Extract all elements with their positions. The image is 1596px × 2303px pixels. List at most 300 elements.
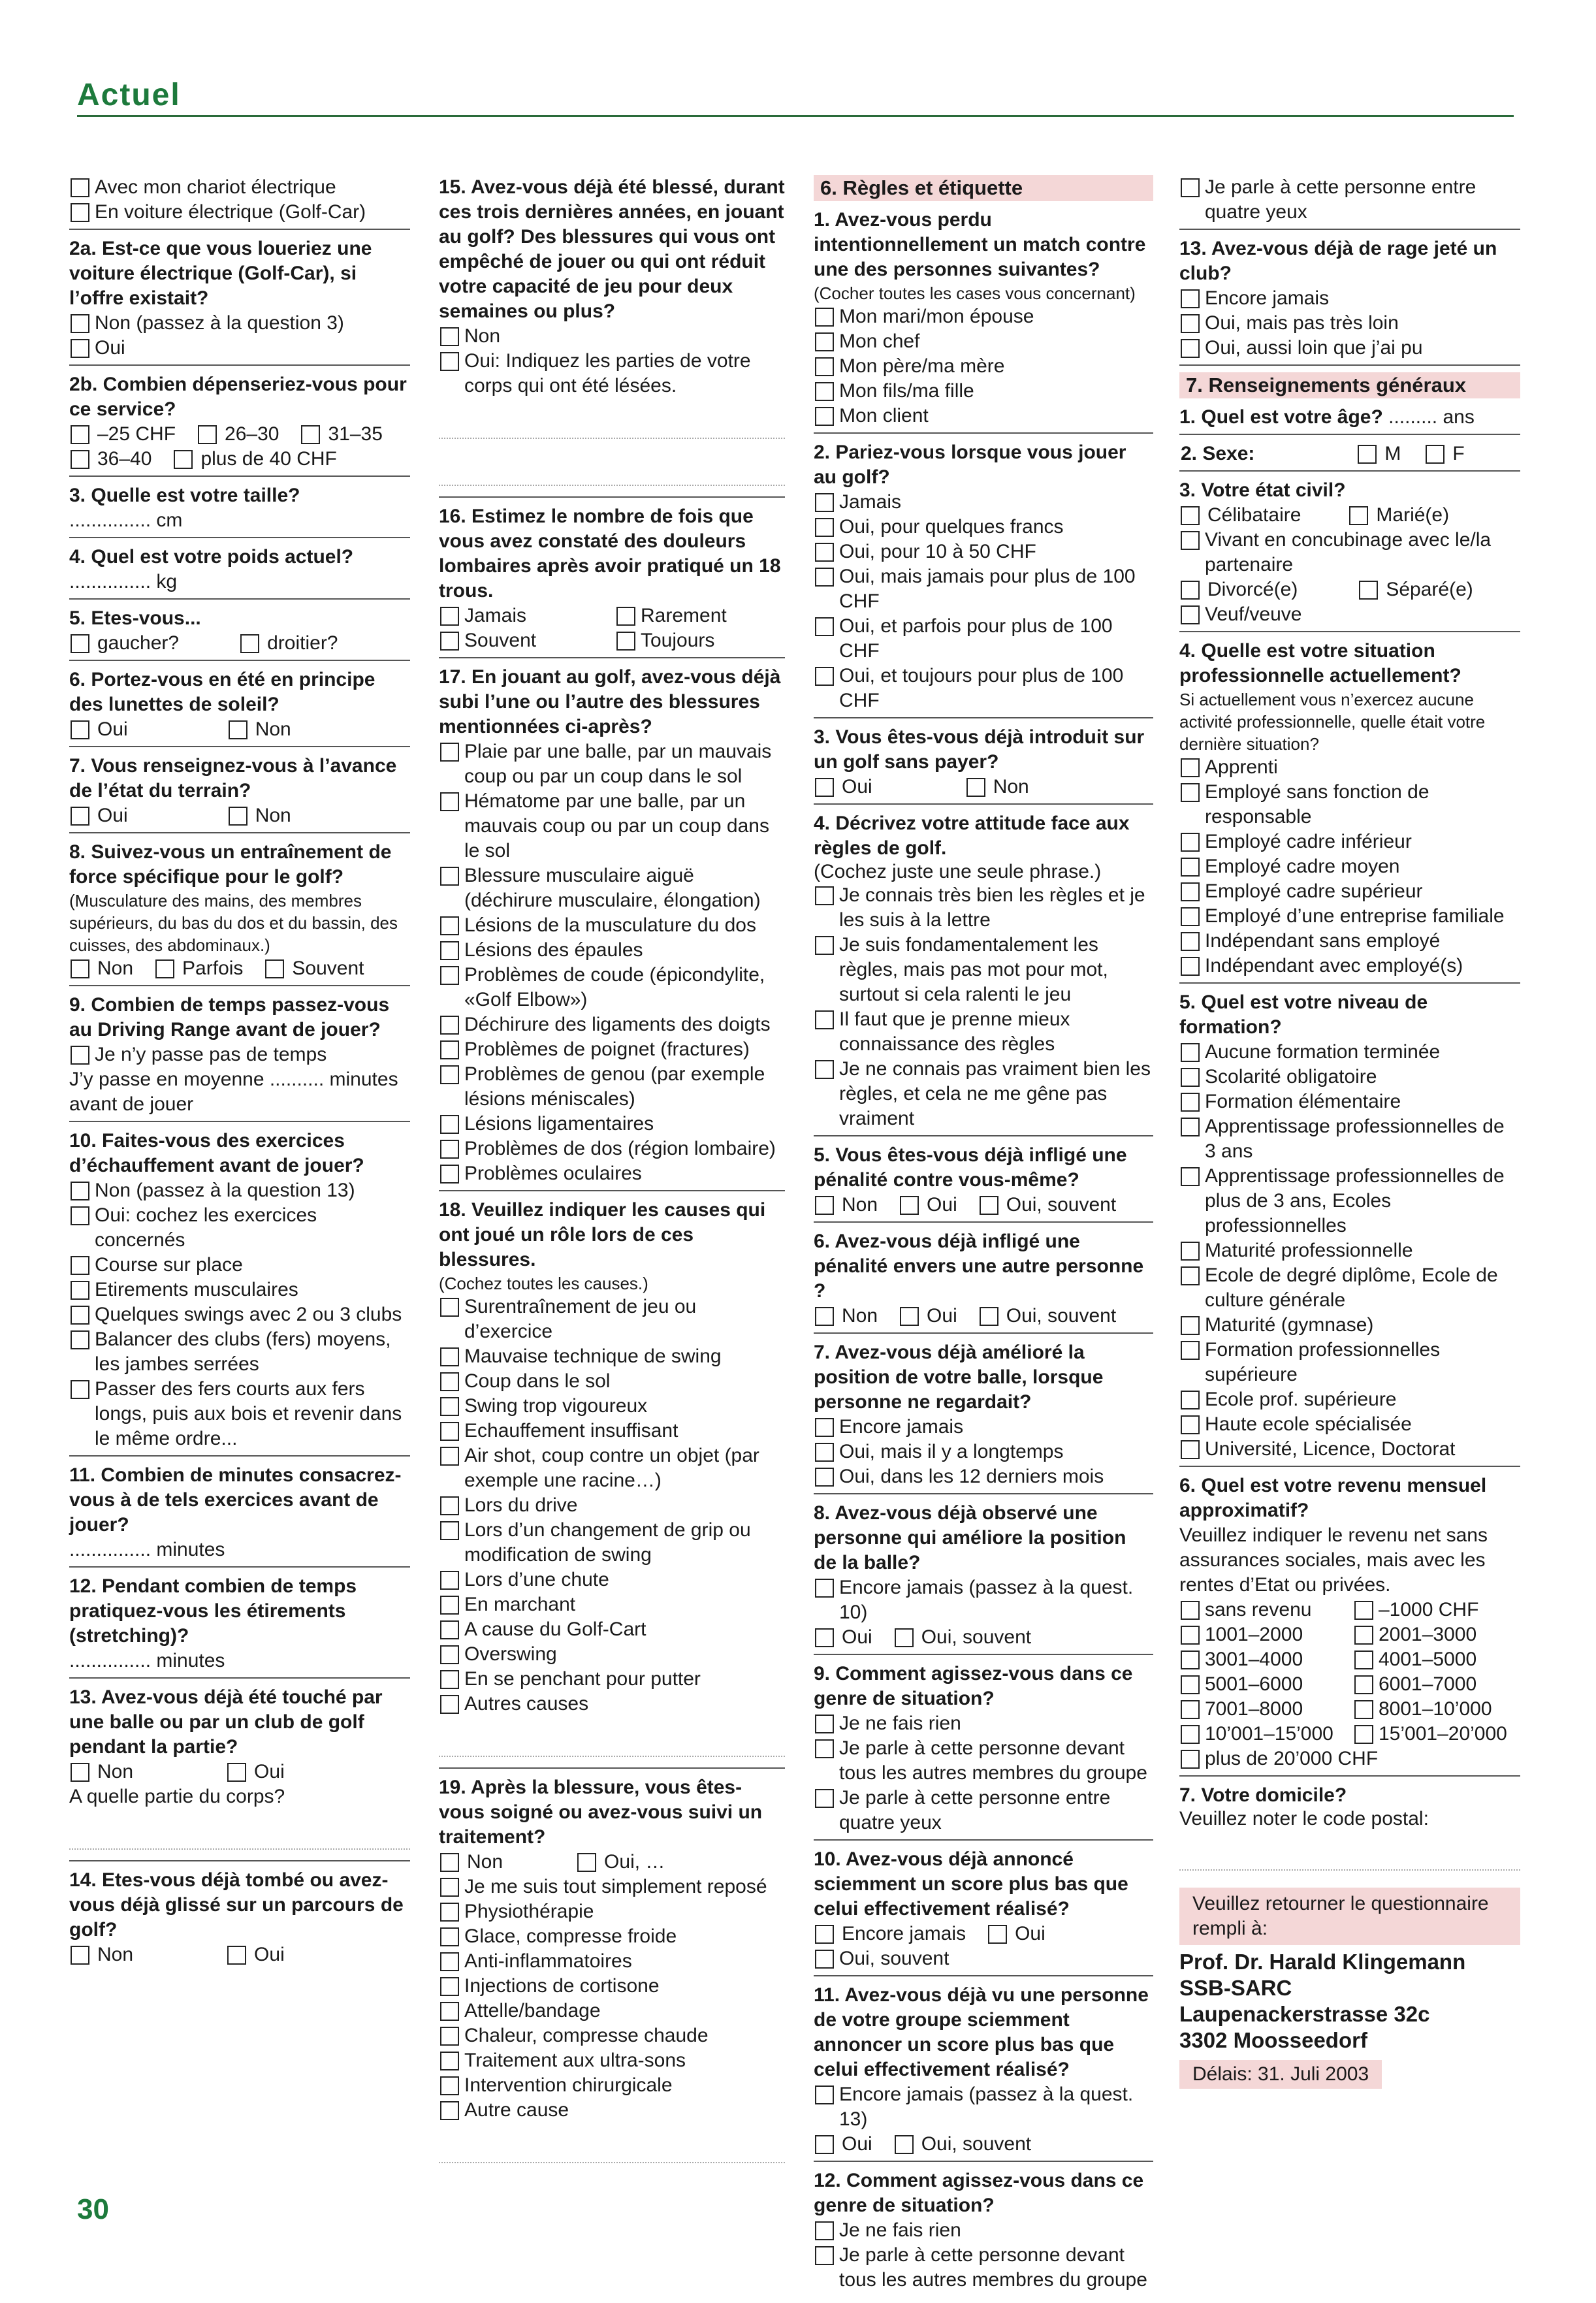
checkbox[interactable] — [1181, 1651, 1200, 1669]
option[interactable]: droitier? — [240, 631, 338, 656]
option[interactable]: Lésions ligamentaires — [440, 1112, 785, 1136]
checkbox[interactable] — [815, 936, 834, 955]
option[interactable]: Employé cadre inférieur — [1181, 829, 1520, 854]
checkbox[interactable] — [440, 1521, 459, 1540]
checkbox[interactable] — [440, 1372, 459, 1391]
checkbox[interactable] — [1181, 1415, 1200, 1434]
checkbox[interactable] — [900, 1307, 919, 1326]
option[interactable]: 15’001–20’000 — [1354, 1722, 1520, 1747]
option[interactable]: Traitement aux ultra-sons — [440, 2048, 785, 2073]
checkbox[interactable] — [1181, 531, 1200, 550]
option[interactable]: Oui — [227, 1760, 285, 1784]
checkbox[interactable] — [1181, 1725, 1200, 1744]
checkbox[interactable] — [440, 1496, 459, 1515]
option[interactable]: En se penchant pour putter — [440, 1667, 785, 1692]
checkbox[interactable] — [71, 1330, 89, 1349]
option[interactable]: Non — [440, 1850, 503, 1875]
checkbox[interactable] — [895, 1628, 914, 1647]
option[interactable]: Oui — [815, 2132, 872, 2157]
option[interactable]: Autre cause — [440, 2098, 785, 2123]
checkbox[interactable] — [440, 1397, 459, 1416]
option[interactable]: Non — [71, 1760, 133, 1784]
checkbox[interactable] — [1181, 1700, 1200, 1719]
option[interactable]: Vivant en concubinage avec le/la partenaire — [1181, 528, 1520, 577]
checkbox[interactable] — [1181, 1675, 1200, 1694]
checkbox[interactable] — [198, 425, 217, 444]
checkbox[interactable] — [440, 632, 459, 651]
option[interactable]: Non — [229, 717, 291, 742]
option[interactable]: Souvent — [265, 956, 364, 981]
option[interactable]: Mon fils/ma fille — [815, 379, 1153, 404]
option[interactable]: Non — [966, 775, 1029, 799]
checkbox[interactable] — [815, 1715, 834, 1733]
option[interactable]: Problèmes de genou (par exemple lésions méniscales) — [440, 1062, 785, 1112]
checkbox[interactable] — [1181, 605, 1200, 624]
option[interactable]: 6001–7000 — [1354, 1672, 1520, 1697]
option[interactable]: Apprenti — [1181, 755, 1520, 780]
option[interactable]: Marié(e) — [1349, 503, 1449, 528]
option[interactable]: En marchant — [440, 1592, 785, 1617]
option[interactable]: Jamais — [440, 604, 609, 628]
checkbox[interactable] — [71, 1281, 89, 1300]
checkbox[interactable] — [815, 1010, 834, 1029]
checkbox[interactable] — [71, 959, 89, 978]
checkbox[interactable] — [440, 1620, 459, 1639]
option[interactable]: Lésions des épaules — [440, 938, 785, 963]
checkbox[interactable] — [71, 1306, 89, 1325]
option[interactable]: Séparé(e) — [1359, 577, 1473, 602]
option[interactable]: Employé cadre moyen — [1181, 854, 1520, 879]
checkbox[interactable] — [815, 357, 834, 376]
option[interactable]: Oui, … — [577, 1850, 665, 1875]
checkbox[interactable] — [815, 2086, 834, 2104]
option[interactable]: Encore jamais — [815, 1922, 966, 1946]
checkbox[interactable] — [301, 425, 320, 444]
checkbox[interactable] — [1354, 1601, 1373, 1620]
checkbox[interactable] — [815, 1950, 834, 1969]
option[interactable]: Anti-inflammatoires — [440, 1949, 785, 1974]
option[interactable]: Je n’y passe pas de temps — [71, 1042, 410, 1067]
option[interactable]: Non — [71, 1942, 133, 1967]
option[interactable]: Problèmes de coude (épicondylite, «Golf Elbow») — [440, 963, 785, 1012]
option[interactable]: Course sur place — [71, 1253, 410, 1278]
option[interactable]: Divorcé(e) — [1181, 577, 1298, 602]
option[interactable]: Je ne connais pas vraiment bien les règles, et cela ne me gêne pas vraiment — [815, 1057, 1153, 1131]
option[interactable]: Je parle à cette personne entre quatre yeux — [1181, 175, 1520, 225]
option[interactable]: Encore jamais — [1181, 286, 1520, 311]
checkbox[interactable] — [815, 407, 834, 426]
option[interactable]: Indépendant avec employé(s) — [1181, 954, 1520, 978]
option[interactable]: Plaie par une balle, par un mauvais coup ou par un coup dans le sol — [440, 739, 785, 789]
checkbox[interactable] — [616, 607, 635, 626]
option[interactable]: Apprentissage professionnelles de plus de 3 ans, Ecoles professionnelles — [1181, 1164, 1520, 1238]
option[interactable]: A cause du Golf-Cart — [440, 1617, 785, 1642]
checkbox[interactable] — [440, 1952, 459, 1971]
checkbox[interactable] — [1181, 1601, 1200, 1620]
option[interactable]: Je ne fais rien — [815, 1711, 1153, 1736]
checkbox[interactable] — [440, 1853, 459, 1872]
option[interactable]: Surentraînement de jeu ou d’exercice — [440, 1295, 785, 1344]
option[interactable]: Lors d’un changement de grip ou modification de swing — [440, 1518, 785, 1568]
option[interactable]: Je connais très bien les règles et je les suis à la lettre — [815, 883, 1153, 933]
checkbox[interactable] — [440, 941, 459, 960]
option[interactable]: 3001–4000 — [1181, 1647, 1347, 1672]
checkbox[interactable] — [1354, 1675, 1373, 1694]
answer-line[interactable] — [439, 2123, 785, 2163]
checkbox[interactable] — [440, 607, 459, 626]
checkbox[interactable] — [1349, 506, 1368, 525]
checkbox[interactable] — [1181, 907, 1200, 926]
option[interactable]: Aucune formation terminée — [1181, 1040, 1520, 1065]
checkbox[interactable] — [815, 543, 834, 562]
option[interactable]: 2001–3000 — [1354, 1622, 1520, 1647]
option[interactable]: Encore jamais (passez à la quest. 10) — [815, 1575, 1153, 1625]
checkbox[interactable] — [815, 1925, 834, 1944]
option[interactable]: Haute ecole spécialisée — [1181, 1412, 1520, 1437]
checkbox[interactable] — [1181, 932, 1200, 951]
checkbox[interactable] — [1181, 506, 1200, 525]
checkbox[interactable] — [440, 1927, 459, 1946]
option[interactable]: Je me suis tout simplement reposé — [440, 1875, 785, 1899]
checkbox[interactable] — [815, 382, 834, 401]
option[interactable]: 7001–8000 — [1181, 1697, 1347, 1722]
option[interactable]: gaucher? — [71, 631, 179, 656]
fill-field[interactable]: ............... kg — [69, 571, 178, 592]
checkbox[interactable] — [1181, 1242, 1200, 1261]
option[interactable]: Scolarité obligatoire — [1181, 1065, 1520, 1089]
checkbox[interactable] — [815, 332, 834, 351]
option[interactable]: Non — [815, 1304, 878, 1329]
option[interactable]: Overswing — [440, 1642, 785, 1667]
checkbox[interactable] — [815, 778, 834, 797]
checkbox[interactable] — [1181, 858, 1200, 877]
option[interactable]: Lésions de la musculature du dos — [440, 913, 785, 938]
option[interactable]: Oui, et toujours pour plus de 100 CHF — [815, 664, 1153, 713]
checkbox[interactable] — [1181, 783, 1200, 802]
option[interactable]: Non — [440, 324, 785, 349]
checkbox[interactable] — [815, 1628, 834, 1647]
checkbox[interactable] — [1181, 1750, 1200, 1769]
checkbox[interactable] — [227, 1946, 246, 1965]
checkbox[interactable] — [1181, 1266, 1200, 1285]
option[interactable]: Oui — [227, 1942, 285, 1967]
checkbox[interactable] — [440, 1571, 459, 1590]
checkbox[interactable] — [440, 1016, 459, 1035]
option[interactable]: Ecole de degré diplôme, Ecole de culture générale — [1181, 1263, 1520, 1313]
checkbox[interactable] — [1181, 1068, 1200, 1087]
checkbox[interactable] — [440, 1040, 459, 1059]
option[interactable]: Oui — [815, 1625, 872, 1650]
option[interactable]: Parfois — [155, 956, 243, 981]
option[interactable]: Non (passez à la question 13) — [71, 1178, 410, 1203]
fill-field[interactable]: ......... ans — [1388, 406, 1475, 428]
option[interactable]: Rarement — [616, 604, 785, 628]
option[interactable]: Encore jamais (passez à la quest. 13) — [815, 2082, 1153, 2132]
checkbox[interactable] — [1359, 581, 1378, 600]
checkbox[interactable] — [440, 1298, 459, 1317]
option[interactable]: Non — [815, 1193, 878, 1217]
option[interactable]: Maturité (gymnase) — [1181, 1313, 1520, 1338]
option[interactable]: Swing trop vigoureux — [440, 1394, 785, 1419]
option[interactable]: Oui, pour 10 à 50 CHF — [815, 540, 1153, 564]
option[interactable]: Oui — [71, 336, 410, 361]
option[interactable]: Oui, souvent — [895, 2132, 1031, 2157]
checkbox[interactable] — [900, 1196, 919, 1215]
checkbox[interactable] — [1181, 882, 1200, 901]
checkbox[interactable] — [815, 2135, 834, 2154]
option[interactable]: Attelle/bandage — [440, 1999, 785, 2023]
option[interactable]: Oui, dans les 12 derniers mois — [815, 1464, 1153, 1489]
checkbox[interactable] — [71, 178, 89, 197]
checkbox[interactable] — [1181, 1316, 1200, 1335]
option[interactable]: Oui — [815, 775, 872, 799]
option[interactable]: 26–30 — [198, 422, 279, 447]
checkbox[interactable] — [227, 1763, 246, 1782]
checkbox[interactable] — [1181, 1440, 1200, 1459]
option[interactable]: Employé sans fonction de responsable — [1181, 780, 1520, 829]
option[interactable]: 8001–10’000 — [1354, 1697, 1520, 1722]
checkbox[interactable] — [440, 743, 459, 762]
checkbox[interactable] — [440, 867, 459, 886]
option[interactable]: F — [1426, 442, 1464, 466]
option[interactable]: Etirements musculaires — [71, 1278, 410, 1302]
checkbox[interactable] — [440, 1347, 459, 1366]
checkbox[interactable] — [1426, 445, 1444, 464]
option[interactable]: 1001–2000 — [1181, 1622, 1347, 1647]
checkbox[interactable] — [1181, 581, 1200, 600]
option[interactable]: Employé cadre supérieur — [1181, 879, 1520, 904]
option[interactable]: Déchirure des ligaments des doigts — [440, 1012, 785, 1037]
checkbox[interactable] — [1181, 1093, 1200, 1112]
fill-field[interactable]: A quelle partie du corps? — [69, 1786, 285, 1807]
option[interactable]: 5001–6000 — [1181, 1672, 1347, 1697]
option[interactable]: Mauvaise technique de swing — [440, 1344, 785, 1369]
checkbox[interactable] — [71, 339, 89, 358]
option[interactable]: Veuf/veuve — [1181, 602, 1520, 627]
checkbox[interactable] — [440, 1977, 459, 1996]
answer-line[interactable] — [69, 1809, 410, 1850]
checkbox[interactable] — [1181, 1626, 1200, 1645]
checkbox[interactable] — [1181, 833, 1200, 852]
option[interactable]: Oui — [988, 1922, 1045, 1946]
checkbox[interactable] — [440, 792, 459, 811]
option[interactable]: Physiothérapie — [440, 1899, 785, 1924]
checkbox[interactable] — [71, 1763, 89, 1782]
checkbox[interactable] — [1181, 1118, 1200, 1136]
checkbox[interactable] — [815, 568, 834, 587]
checkbox[interactable] — [1181, 339, 1200, 358]
checkbox[interactable] — [155, 959, 174, 978]
option[interactable]: Chaleur, compresse chaude — [440, 2023, 785, 2048]
option[interactable]: Jamais — [815, 490, 1153, 515]
checkbox[interactable] — [815, 2221, 834, 2240]
checkbox[interactable] — [616, 632, 635, 651]
option[interactable]: Il faut que je prenne mieux connaissance des règles — [815, 1007, 1153, 1057]
checkbox[interactable] — [71, 314, 89, 333]
checkbox[interactable] — [1181, 1167, 1200, 1186]
option[interactable]: Hématome par une balle, par un mauvais coup ou par un coup dans le sol — [440, 789, 785, 863]
checkbox[interactable] — [815, 2246, 834, 2265]
checkbox[interactable] — [440, 1422, 459, 1441]
option[interactable]: 36–40 — [71, 447, 152, 472]
checkbox[interactable] — [1181, 289, 1200, 308]
checkbox[interactable] — [71, 450, 89, 469]
option[interactable]: Lors d’une chute — [440, 1568, 785, 1592]
checkbox[interactable] — [440, 327, 459, 346]
option[interactable]: M — [1358, 442, 1401, 466]
checkbox[interactable] — [440, 966, 459, 985]
checkbox[interactable] — [1354, 1626, 1373, 1645]
option[interactable]: Blessure musculaire aiguë (déchirure musculaire, élongation) — [440, 863, 785, 913]
option[interactable]: Oui, mais pas très loin — [1181, 311, 1520, 336]
checkbox[interactable] — [440, 1596, 459, 1615]
option[interactable]: plus de 20’000 CHF — [1181, 1747, 1520, 1771]
option[interactable]: Toujours — [616, 628, 785, 653]
option[interactable]: Mon client — [815, 404, 1153, 428]
checkbox[interactable] — [440, 1140, 459, 1159]
option[interactable]: Oui, pour quelques francs — [815, 515, 1153, 540]
option[interactable]: Apprentissage professionnelles de 3 ans — [1181, 1114, 1520, 1164]
checkbox[interactable] — [815, 667, 834, 686]
option[interactable]: Je suis fondamentalement les règles, mais pas mot pour mot, surtout si cela ralenti le jeu — [815, 933, 1153, 1007]
checkbox[interactable] — [1181, 1043, 1200, 1062]
checkbox[interactable] — [815, 1579, 834, 1598]
option[interactable]: Problèmes oculaires — [440, 1161, 785, 1186]
option[interactable]: Oui, souvent — [895, 1625, 1031, 1650]
option[interactable]: plus de 40 CHF — [174, 447, 336, 472]
checkbox[interactable] — [440, 1695, 459, 1714]
checkbox[interactable] — [71, 807, 89, 826]
option[interactable]: Oui — [71, 803, 128, 828]
checkbox[interactable] — [440, 1670, 459, 1689]
option[interactable]: Formation élémentaire — [1181, 1089, 1520, 1114]
option[interactable]: Célibataire — [1181, 503, 1301, 528]
checkbox[interactable] — [815, 1468, 834, 1487]
option[interactable]: Oui, souvent — [980, 1193, 1116, 1217]
option[interactable]: Formation professionnelles supérieure — [1181, 1338, 1520, 1387]
option[interactable]: Glace, compresse froide — [440, 1924, 785, 1949]
option[interactable]: Je ne fais rien — [815, 2218, 1153, 2243]
option[interactable]: Non — [229, 803, 291, 828]
option[interactable]: Air shot, coup contre un objet (par exemple une racine…) — [440, 1443, 785, 1493]
checkbox[interactable] — [895, 2135, 914, 2154]
option[interactable]: Non — [71, 956, 133, 981]
checkbox[interactable] — [815, 886, 834, 905]
checkbox[interactable] — [966, 778, 985, 797]
checkbox[interactable] — [980, 1196, 998, 1215]
checkbox[interactable] — [1354, 1725, 1373, 1744]
checkbox[interactable] — [815, 1789, 834, 1808]
checkbox[interactable] — [440, 2101, 459, 2120]
checkbox[interactable] — [1354, 1651, 1373, 1669]
option[interactable]: Je parle à cette personne entre quatre yeux — [815, 1786, 1153, 1835]
option[interactable]: 4001–5000 — [1354, 1647, 1520, 1672]
checkbox[interactable] — [71, 425, 89, 444]
checkbox[interactable] — [815, 1443, 834, 1462]
option[interactable]: sans revenu — [1181, 1598, 1347, 1622]
option[interactable]: En voiture électrique (Golf-Car) — [71, 200, 410, 225]
checkbox[interactable] — [240, 634, 259, 653]
checkbox[interactable] — [71, 1256, 89, 1275]
checkbox[interactable] — [440, 916, 459, 935]
option[interactable]: Coup dans le sol — [440, 1369, 785, 1394]
option[interactable]: Mon chef — [815, 329, 1153, 354]
option[interactable]: Non (passez à la question 3) — [71, 311, 410, 336]
option[interactable]: Oui, mais jamais pour plus de 100 CHF — [815, 564, 1153, 614]
checkbox[interactable] — [1354, 1700, 1373, 1719]
option[interactable]: Ecole prof. supérieure — [1181, 1387, 1520, 1412]
option[interactable]: Lors du drive — [440, 1493, 785, 1518]
option[interactable]: Maturité professionnelle — [1181, 1238, 1520, 1263]
option[interactable]: Echauffement insuffisant — [440, 1419, 785, 1443]
checkbox[interactable] — [815, 1196, 834, 1215]
answer-line[interactable] — [439, 398, 785, 439]
checkbox[interactable] — [440, 1645, 459, 1664]
checkbox[interactable] — [440, 2076, 459, 2095]
option[interactable]: Mon mari/mon épouse — [815, 304, 1153, 329]
option[interactable]: Quelques swings avec 2 ou 3 clubs — [71, 1302, 410, 1327]
option[interactable]: Oui — [900, 1193, 957, 1217]
checkbox[interactable] — [1181, 314, 1200, 333]
checkbox[interactable] — [815, 1739, 834, 1758]
option[interactable]: Université, Licence, Doctorat — [1181, 1437, 1520, 1462]
checkbox[interactable] — [577, 1853, 596, 1872]
checkbox[interactable] — [71, 720, 89, 739]
checkbox[interactable] — [71, 1380, 89, 1399]
fill-field[interactable]: ............... minutes — [69, 1650, 225, 1671]
checkbox[interactable] — [440, 2002, 459, 2021]
option[interactable]: Oui, souvent — [980, 1304, 1116, 1329]
option[interactable]: Je parle à cette personne devant tous les autres membres du groupe — [815, 1736, 1153, 1786]
option[interactable]: Employé d’une entreprise familiale — [1181, 904, 1520, 929]
checkbox[interactable] — [815, 308, 834, 327]
checkbox[interactable] — [1181, 178, 1200, 197]
answer-line[interactable] — [439, 445, 785, 486]
option[interactable]: Indépendant sans employé — [1181, 929, 1520, 954]
option[interactable]: Passer des fers courts aux fers longs, puis aux bois et revenir dans le même ordre... — [71, 1377, 410, 1451]
option[interactable]: Oui, mais il y a longtemps — [815, 1440, 1153, 1464]
checkbox[interactable] — [440, 1165, 459, 1184]
checkbox[interactable] — [440, 2052, 459, 2070]
checkbox[interactable] — [440, 1903, 459, 1922]
option[interactable]: Souvent — [440, 628, 609, 653]
checkbox[interactable] — [440, 1878, 459, 1897]
option[interactable]: Intervention chirurgicale — [440, 2073, 785, 2098]
checkbox[interactable] — [815, 1060, 834, 1079]
fill-field[interactable]: ............... cm — [69, 509, 183, 531]
option[interactable]: Problèmes de dos (région lombaire) — [440, 1136, 785, 1161]
option[interactable]: Encore jamais — [815, 1415, 1153, 1440]
checkbox[interactable] — [1181, 758, 1200, 777]
fill-field[interactable]: J’y passe en moyenne .......... minutes avant de jouer — [69, 1069, 398, 1115]
checkbox[interactable] — [71, 634, 89, 653]
checkbox[interactable] — [815, 1418, 834, 1437]
option[interactable]: 31–35 — [301, 422, 382, 447]
checkbox[interactable] — [1358, 445, 1377, 464]
option[interactable]: Mon père/ma mère — [815, 354, 1153, 379]
checkbox[interactable] — [174, 450, 193, 469]
option[interactable]: 10’001–15’000 — [1181, 1722, 1347, 1747]
checkbox[interactable] — [1181, 1341, 1200, 1360]
option[interactable]: –25 CHF — [71, 422, 176, 447]
checkbox[interactable] — [1181, 957, 1200, 976]
option[interactable]: Oui, souvent — [815, 1946, 1153, 1971]
option[interactable]: Oui, et parfois pour plus de 100 CHF — [815, 614, 1153, 664]
fill-field[interactable]: ............... minutes — [69, 1539, 225, 1560]
checkbox[interactable] — [815, 518, 834, 537]
option[interactable]: Oui: cochez les exercices concernés — [71, 1203, 410, 1253]
checkbox[interactable] — [71, 203, 89, 222]
